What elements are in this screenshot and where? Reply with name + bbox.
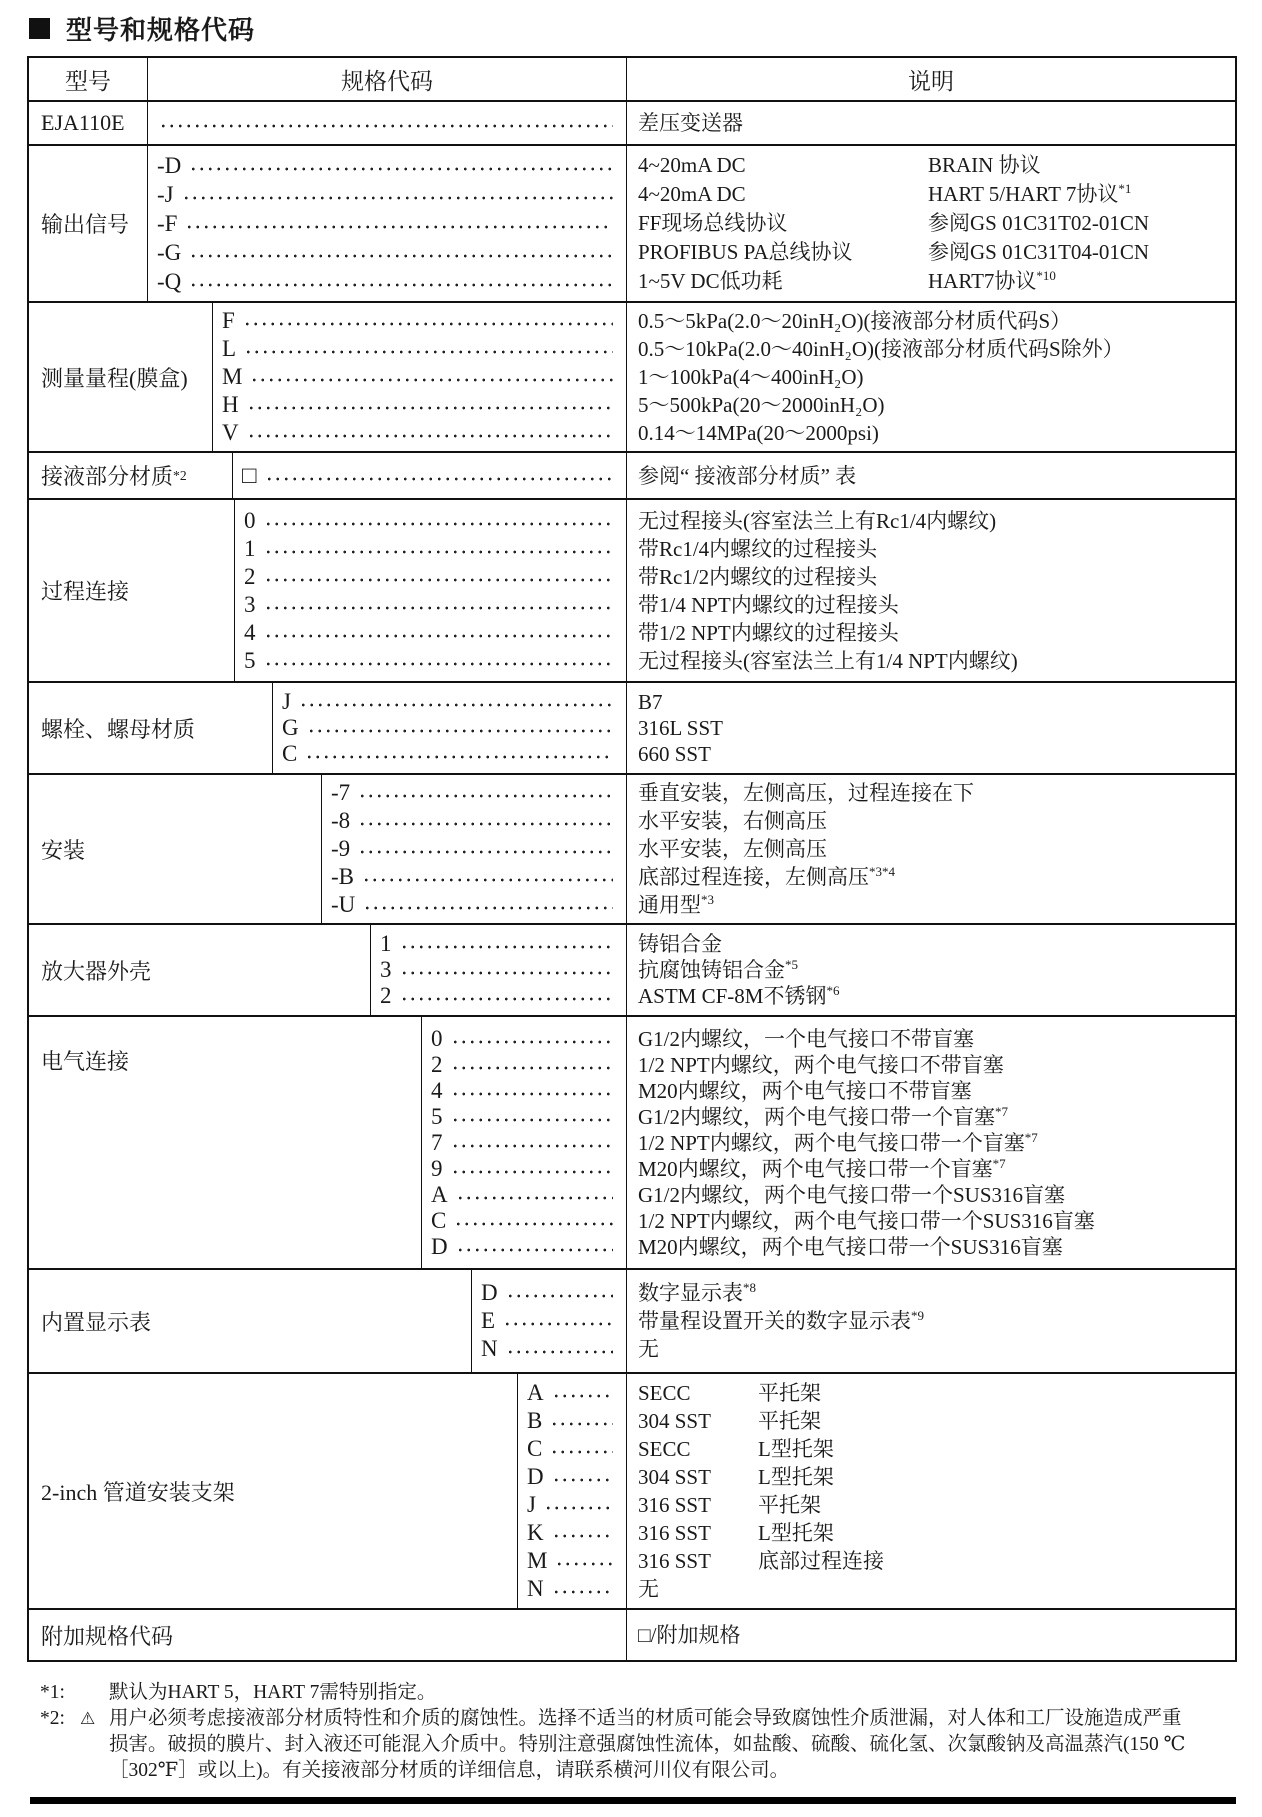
desc-line: 数字显示表$^{*8}$ bbox=[638, 1280, 757, 1305]
dot-leader bbox=[159, 120, 613, 133]
dot-leader bbox=[506, 1346, 613, 1359]
spec-code: L bbox=[222, 336, 237, 361]
desc-line: 0.5～10kPa(2.0～40inH₂O)(接液部分材质代码S除外） bbox=[638, 337, 1124, 361]
spec-code: D bbox=[527, 1464, 544, 1489]
desc-cell bbox=[627, 1017, 1235, 1268]
desc-line: 水平安装，右侧高压 bbox=[638, 809, 827, 833]
dot-leader bbox=[544, 1502, 613, 1515]
spec-code: H bbox=[222, 392, 239, 417]
spec-code: M bbox=[527, 1548, 548, 1573]
desc-line: 1/2 NPT内螺纹，两个电气接口带一个SUS316盲塞 bbox=[638, 1208, 1095, 1233]
desc-line: 1~5V DC低功耗 HART7协议$^{*10}$ bbox=[638, 268, 1056, 293]
footnote-text: 默认为HART 5，HART 7需特别指定。 bbox=[109, 1682, 437, 1703]
desc-line: 参阅“ 接液部分材质” 表 bbox=[638, 463, 857, 488]
desc-cell bbox=[627, 925, 1235, 1015]
spec-code: A bbox=[527, 1380, 544, 1405]
desc-cell bbox=[627, 1374, 1235, 1608]
desc-line: 0.5～5kPa(2.0～20inH₂O)(接液部分材质代码S） bbox=[638, 309, 1072, 333]
spec-code: J bbox=[282, 689, 291, 714]
row-process-connection bbox=[29, 500, 1235, 683]
row-optional-codes bbox=[29, 1610, 1235, 1660]
desc-line: PROFIBUS PA总线协议 参阅GS 01C31T04-01CN bbox=[638, 240, 1150, 264]
row-label: 过程连接 bbox=[29, 500, 235, 681]
dot-leader bbox=[550, 1446, 613, 1459]
dot-leader bbox=[250, 374, 613, 387]
dot-leader bbox=[264, 517, 614, 530]
spec-code: C bbox=[282, 741, 298, 766]
spec-code: 2 bbox=[431, 1051, 443, 1077]
dot-leader bbox=[552, 1530, 613, 1543]
dot-leader bbox=[264, 601, 614, 614]
dot-leader bbox=[244, 346, 613, 359]
spec-code: 0 bbox=[244, 507, 256, 533]
dot-leader bbox=[247, 402, 613, 415]
spec-code: 9 bbox=[431, 1155, 443, 1181]
footnote-2 bbox=[40, 1706, 1237, 1784]
row-label: 放大器外壳 bbox=[29, 925, 371, 1015]
dot-leader bbox=[189, 278, 613, 291]
row-label: 内置显示表 bbox=[29, 1270, 472, 1372]
footnote-text: 用户必须考虑接液部分材质特性和介质的腐蚀性。选择不适当的材质可能会导致腐蚀性介质泄漏，对人体和工厂设施造成严重损害。破损的膜片、封入液还可能混入介质中。特别注意强腐蚀性流体，如盐酸、硫酸、硫化氢、次氯酸钠及高温蒸汽(150 ℃ ［302℉］或以上)。有关接液部分材质的详细信息，请联系横河川仪有限公司。 bbox=[109, 1708, 1186, 1781]
desc-line: 1～100kPa(4～400inH₂O) bbox=[638, 365, 864, 389]
desc-line: 316 SST L型托架 bbox=[638, 1521, 834, 1545]
title-square-icon bbox=[29, 18, 50, 39]
desc-line: 无过程接头(容室法兰上有Rc1/4内螺纹) bbox=[638, 508, 997, 533]
spec-code: D bbox=[431, 1233, 448, 1259]
desc-line: M20内螺纹，两个电气接口不带盲塞 bbox=[638, 1078, 972, 1103]
row-amplifier-housing bbox=[29, 925, 1235, 1017]
dot-leader bbox=[400, 941, 614, 954]
spec-code: C bbox=[527, 1436, 543, 1461]
dot-leader bbox=[503, 1318, 613, 1331]
spec-code: -G bbox=[157, 240, 182, 265]
desc-line: 316 SST 底部过程连接 bbox=[638, 1549, 884, 1573]
desc-line: M20内螺纹，两个电气接口带一个SUS316盲塞 bbox=[638, 1234, 1063, 1259]
spec-code: N bbox=[481, 1336, 498, 1361]
code-cell bbox=[148, 102, 627, 144]
spec-code: -U bbox=[331, 892, 356, 917]
code-cell bbox=[235, 500, 627, 681]
warning-icon: ⚠ bbox=[80, 1709, 96, 1729]
row-label: 2-inch 管道安装支架 bbox=[29, 1374, 518, 1608]
row-label: 电气连接 bbox=[29, 1017, 422, 1268]
spec-code: 0 bbox=[431, 1025, 443, 1051]
desc-line: FF现场总线协议 参阅GS 01C31T02-01CN bbox=[638, 211, 1150, 235]
spec-code: 5 bbox=[431, 1103, 443, 1129]
spec-code: 7 bbox=[431, 1129, 443, 1155]
dot-leader bbox=[243, 318, 613, 331]
spec-code: -Q bbox=[157, 269, 182, 294]
desc-line: SECC 平托架 bbox=[638, 1381, 821, 1405]
code-cell bbox=[371, 925, 627, 1015]
spec-code: A bbox=[431, 1181, 448, 1207]
desc-line: SECC L型托架 bbox=[638, 1437, 834, 1461]
spec-code: M bbox=[222, 364, 243, 389]
spec-code: -J bbox=[157, 182, 174, 207]
desc-line: 带Rc1/4内螺纹的过程接头 bbox=[638, 536, 878, 561]
row-label: 螺栓、螺母材质 bbox=[29, 683, 273, 773]
dot-leader bbox=[451, 1113, 614, 1126]
dot-leader bbox=[552, 1474, 613, 1487]
desc-line: 0.14～14MPa(20～2000psi) bbox=[638, 421, 879, 445]
desc-line: G1/2内螺纹，两个电气接口带一个SUS316盲塞 bbox=[638, 1182, 1066, 1207]
footnote-marker: *2: bbox=[40, 1708, 65, 1729]
desc-line: 4~20mA DC HART 5/HART 7协议$^{*1}$ bbox=[638, 181, 1132, 206]
desc-line: 带1/4 NPT内螺纹的过程接头 bbox=[638, 592, 899, 617]
desc-line: 316L SST bbox=[638, 716, 723, 740]
dot-leader bbox=[456, 1191, 613, 1204]
footnote-1 bbox=[40, 1680, 1237, 1706]
desc-line: 1/2 NPT内螺纹，两个电气接口不带盲塞 bbox=[638, 1052, 1004, 1077]
dot-leader bbox=[189, 162, 613, 175]
desc-line: 无 bbox=[638, 1577, 659, 1601]
row-model bbox=[29, 102, 1235, 146]
spec-code: -B bbox=[331, 864, 354, 889]
dot-leader bbox=[264, 573, 614, 586]
code-cell bbox=[422, 1017, 627, 1268]
desc-cell bbox=[627, 453, 1235, 498]
spec-code: 1 bbox=[244, 535, 256, 561]
spec-code: □ bbox=[242, 462, 257, 489]
dot-leader bbox=[555, 1558, 613, 1571]
spec-code: 1 bbox=[380, 931, 392, 956]
desc-line: 660 SST bbox=[638, 742, 711, 766]
desc-line: 无 bbox=[638, 1337, 659, 1361]
spec-code: D bbox=[481, 1280, 498, 1305]
spec-code: 4 bbox=[244, 619, 256, 645]
dot-leader bbox=[400, 993, 614, 1006]
header-model: 型号 bbox=[29, 58, 148, 100]
spec-code: E bbox=[481, 1308, 496, 1333]
row-label: 输出信号 bbox=[29, 146, 148, 301]
desc-line: 4~20mA DC BRAIN 协议 bbox=[638, 153, 1041, 177]
code-cell bbox=[273, 683, 627, 773]
dot-leader bbox=[182, 191, 613, 204]
section-title bbox=[29, 12, 1237, 44]
code-cell bbox=[233, 453, 627, 498]
desc-line: 带量程设置开关的数字显示表$^{*9}$ bbox=[638, 1308, 925, 1333]
header-spec-code: 规格代码 bbox=[148, 58, 627, 100]
table-header-row bbox=[29, 58, 1235, 102]
desc-line: ASTM CF-8M不锈钢$^{*6}$ bbox=[638, 983, 840, 1008]
desc-cell bbox=[627, 500, 1235, 681]
row-label: 接液部分材质 *2 bbox=[29, 453, 233, 498]
spec-code: -7 bbox=[331, 780, 351, 805]
spec-code: -D bbox=[157, 153, 182, 178]
desc-line: 通用型$^{*3}$ bbox=[638, 892, 715, 917]
desc-cell bbox=[627, 1270, 1235, 1372]
dot-leader bbox=[363, 902, 613, 915]
desc-line: 抗腐蚀铸铝合金$^{*5}$ bbox=[638, 957, 799, 982]
desc-cell bbox=[627, 146, 1235, 301]
row-label: 测量量程(膜盒) bbox=[29, 303, 213, 451]
section-title-text: 型号和规格代码 bbox=[66, 15, 256, 45]
row-measurement-span bbox=[29, 303, 1235, 453]
desc-line: 带1/2 NPT内螺纹的过程接头 bbox=[638, 620, 899, 645]
row-installation bbox=[29, 775, 1235, 925]
spec-code: 4 bbox=[431, 1077, 443, 1103]
code-cell bbox=[213, 303, 627, 451]
row-electrical-connection bbox=[29, 1017, 1235, 1270]
spec-code: G bbox=[282, 715, 299, 740]
dot-leader bbox=[400, 967, 614, 980]
dot-leader bbox=[189, 249, 613, 262]
dot-leader bbox=[264, 629, 614, 642]
spec-code: 3 bbox=[380, 957, 392, 982]
page-bottom-rule bbox=[30, 1797, 1236, 1804]
dot-leader bbox=[506, 1290, 613, 1303]
dot-leader bbox=[362, 874, 613, 887]
spec-code: N bbox=[527, 1576, 544, 1601]
dot-leader bbox=[299, 699, 613, 712]
spec-code: 5 bbox=[244, 647, 256, 673]
desc-cell bbox=[627, 775, 1235, 923]
row-output-signal bbox=[29, 146, 1235, 303]
spec-code: B bbox=[527, 1408, 543, 1433]
desc-line: 铸铝合金 bbox=[638, 932, 722, 956]
desc-line: G1/2内螺纹，两个电气接口带一个盲塞$^{*7}$ bbox=[638, 1103, 1009, 1129]
spec-code: F bbox=[222, 308, 235, 333]
desc-line: 水平安装，左侧高压 bbox=[638, 837, 827, 861]
dot-leader bbox=[265, 472, 614, 485]
dot-leader bbox=[358, 818, 613, 831]
desc-line: M20内螺纹，两个电气接口带一个盲塞$^{*7}$ bbox=[638, 1155, 1006, 1181]
footnote-marker: *1: bbox=[40, 1682, 65, 1703]
dot-leader bbox=[451, 1061, 614, 1074]
row-label: 附加规格代码 bbox=[29, 1610, 627, 1660]
desc-line: 差压变送器 bbox=[638, 111, 743, 135]
desc-line: 1/2 NPT内螺纹，两个电气接口带一个盲塞$^{*7}$ bbox=[638, 1129, 1038, 1155]
desc-line: 304 SST 平托架 bbox=[638, 1409, 821, 1433]
desc-line: 无过程接头(容室法兰上有1/4 NPT内螺纹) bbox=[638, 648, 1018, 673]
dot-leader bbox=[264, 545, 614, 558]
desc-line: □/附加规格 bbox=[638, 1623, 741, 1647]
spec-code: -8 bbox=[331, 808, 351, 833]
spec-code: V bbox=[222, 420, 239, 445]
spec-code: K bbox=[527, 1520, 544, 1545]
dot-leader bbox=[451, 1165, 614, 1178]
code-cell bbox=[518, 1374, 627, 1608]
code-cell bbox=[148, 146, 627, 301]
spec-code: 2 bbox=[244, 563, 256, 589]
row-bolt-nut-material bbox=[29, 683, 1235, 775]
spec-code: -F bbox=[157, 211, 178, 236]
dot-leader bbox=[552, 1586, 613, 1599]
desc-line: 316 SST 平托架 bbox=[638, 1493, 821, 1517]
desc-line: 304 SST L型托架 bbox=[638, 1465, 834, 1489]
dot-leader bbox=[264, 657, 614, 670]
row-mounting-bracket bbox=[29, 1374, 1235, 1610]
desc-line: G1/2内螺纹，一个电气接口不带盲塞 bbox=[638, 1026, 974, 1051]
desc-line: 垂直安装，左侧高压，过程连接在下 bbox=[638, 781, 974, 805]
spec-code: 3 bbox=[244, 591, 256, 617]
row-wetted-parts-material bbox=[29, 453, 1235, 500]
dot-leader bbox=[454, 1217, 613, 1230]
footnotes bbox=[40, 1680, 1237, 1784]
desc-line: 带Rc1/2内螺纹的过程接头 bbox=[638, 564, 878, 589]
spec-code: C bbox=[431, 1207, 447, 1233]
spec-code: J bbox=[527, 1492, 536, 1517]
desc-cell bbox=[627, 102, 1235, 144]
desc-cell bbox=[627, 303, 1235, 451]
dot-leader bbox=[550, 1418, 613, 1431]
row-label: 安装 bbox=[29, 775, 322, 923]
code-cell bbox=[322, 775, 627, 923]
dot-leader bbox=[358, 846, 613, 859]
dot-leader bbox=[456, 1243, 613, 1256]
dot-leader bbox=[451, 1139, 614, 1152]
desc-cell bbox=[627, 683, 1235, 773]
spec-table bbox=[27, 56, 1237, 1662]
desc-line: 5～500kPa(20～2000inH₂O) bbox=[638, 393, 885, 417]
dot-leader bbox=[358, 790, 613, 803]
row-integral-indicator bbox=[29, 1270, 1235, 1374]
dot-leader bbox=[451, 1087, 614, 1100]
model-label: EJA110E bbox=[29, 102, 148, 144]
dot-leader bbox=[552, 1390, 613, 1403]
dot-leader bbox=[305, 751, 613, 764]
dot-leader bbox=[247, 430, 613, 443]
dot-leader bbox=[451, 1035, 614, 1048]
dot-leader bbox=[185, 220, 613, 233]
desc-line: B7 bbox=[638, 690, 663, 714]
code-cell bbox=[472, 1270, 627, 1372]
header-description: 说明 bbox=[908, 68, 954, 94]
desc-cell bbox=[627, 1610, 1235, 1660]
dot-leader bbox=[307, 725, 613, 738]
spec-code: 2 bbox=[380, 983, 392, 1008]
desc-line: 底部过程连接，左侧高压$^{*3*4}$ bbox=[638, 864, 896, 889]
spec-code: -9 bbox=[331, 836, 351, 861]
